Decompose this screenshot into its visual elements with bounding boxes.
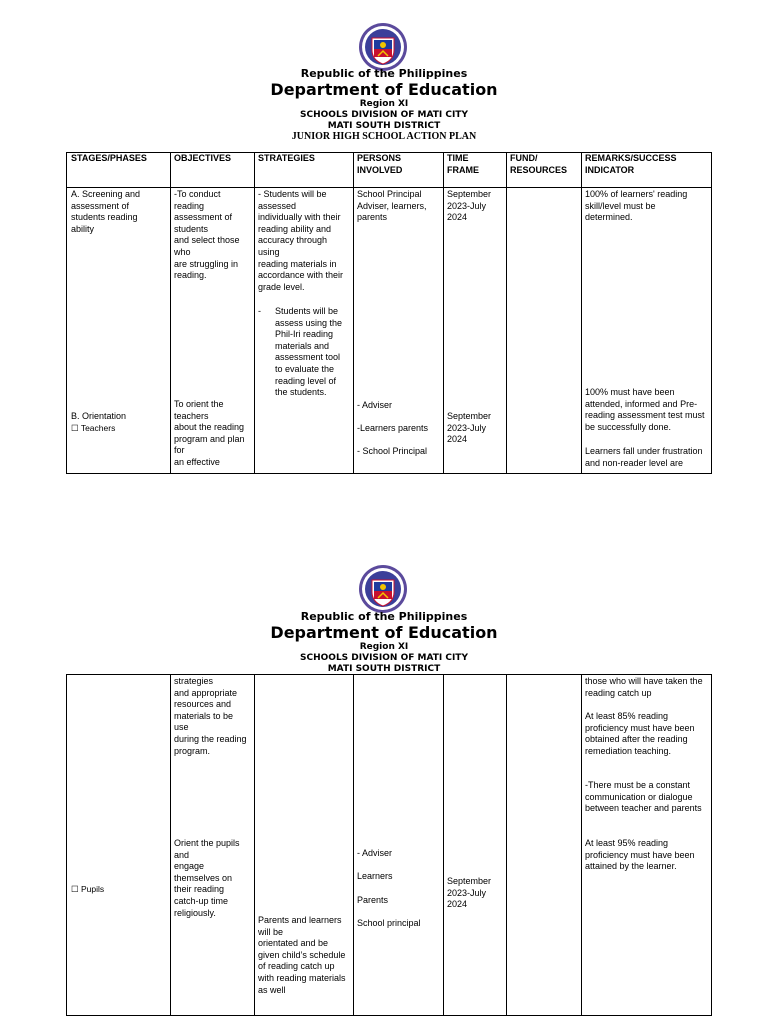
header-republic: Republic of the Philippines: [300, 610, 468, 623]
sub-stage-teachers: ☐ Teachers: [71, 423, 116, 433]
remarks-continued-4: At least 95% reading proficiency must have been attained by the learner.: [585, 838, 695, 872]
checkbox-icon: ☐: [71, 884, 79, 894]
strategy-bullet: -: [258, 306, 261, 316]
checkbox-icon: ☐: [71, 423, 79, 433]
objective-continued: strategies and appropriate resources and materials to be use during the reading program.: [174, 676, 247, 756]
header-republic: Republic of the Philippines: [300, 67, 468, 80]
header-district: MATI SOUTH DISTRICT: [327, 121, 441, 131]
persons-screening: School Principal Adviser, learners, parents: [357, 189, 427, 223]
persons-pupils-2: Learners: [357, 871, 393, 881]
column-header-time: TIME FRAME: [447, 153, 479, 175]
seal-icon: [358, 22, 408, 72]
header-division: SCHOOLS DIVISION OF MATI CITY: [300, 110, 468, 120]
header-region: Region XI: [359, 99, 409, 109]
persons-orientation-2: -Learners parents: [357, 423, 429, 433]
seal-icon: [358, 564, 408, 614]
action-plan-table: [66, 152, 712, 474]
header-department: Department of Education: [270, 80, 498, 99]
stage-pupils: ☐ Pupils: [71, 884, 105, 894]
strategy-screening-1: - Students will be assessed individually with their reading ability and accuracy through using reading materials in accordance with their grade level.: [258, 189, 344, 292]
persons-pupils-3: Parents: [357, 895, 389, 905]
page-1: [0, 0, 768, 500]
persons-orientation-1: - Adviser: [357, 400, 393, 410]
column-header-fund: FUND/ RESOURCES: [510, 153, 568, 175]
header-plan-title: JUNIOR HIGH SCHOOL ACTION PLAN: [291, 131, 477, 142]
remarks-continued-1: those who will have taken the reading catch up: [585, 676, 703, 698]
stage-orientation: B. Orientation: [71, 411, 127, 421]
objective-screening: -To conduct reading assessment of students and select those who are struggling in reading.: [174, 189, 240, 281]
column-header-remarks: REMARKS/SUCCESS INDICATOR: [585, 153, 677, 175]
remarks-screening: 100% of learners' reading skill/level must be determined.: [585, 189, 688, 223]
column-header-persons: PERSONS INVOLVED: [357, 153, 403, 175]
header-department: Department of Education: [270, 623, 498, 642]
header-district: MATI SOUTH DISTRICT: [327, 664, 441, 674]
objective-orientation: To orient the teachers about the reading program and plan for an effective: [174, 399, 245, 467]
remarks-orientation-2: Learners fall under frustration and non-reader level are: [585, 446, 703, 468]
remarks-continued-3: -There must be a constant communication or dialogue between teacher and parents: [585, 780, 702, 814]
strategy-pupils: Parents and learners will be orientated and be given child’s schedule of reading catch up with reading materials as well: [258, 915, 346, 995]
stage-screening: A. Screening and assessment of students reading ability: [71, 189, 141, 234]
column-header-stages: STAGES/PHASES: [71, 153, 147, 163]
remarks-continued-2: At least 85% reading proficiency must have been obtained after the reading remediation teaching.: [585, 711, 695, 756]
persons-pupils-1: - Adviser: [357, 848, 393, 858]
persons-pupils-4: School principal: [357, 918, 421, 928]
strategy-screening-2: Students will be assess using the Phil-Iri reading materials and assessment tool to evaluate the reading level of the students.: [275, 306, 343, 398]
time-orientation: September 2023-July 2024: [447, 411, 492, 445]
page-2: [0, 540, 768, 1024]
action-plan-table-continued: [66, 674, 712, 1016]
header-division: SCHOOLS DIVISION OF MATI CITY: [300, 653, 468, 663]
remarks-orientation-1: 100% must have been attended, informed and Pre- reading assessment test must be successfully done.: [585, 387, 705, 432]
column-header-strategies: STRATEGIES: [258, 153, 315, 163]
objective-pupils: Orient the pupils and engage themselves on their reading catch-up time religiously.: [174, 838, 240, 918]
persons-orientation-3: - School Principal: [357, 446, 428, 456]
time-screening: September 2023-July 2024: [447, 189, 492, 223]
header-region: Region XI: [359, 642, 409, 652]
time-pupils: September 2023-July 2024: [447, 876, 492, 910]
column-header-objectives: OBJECTIVES: [174, 153, 232, 163]
